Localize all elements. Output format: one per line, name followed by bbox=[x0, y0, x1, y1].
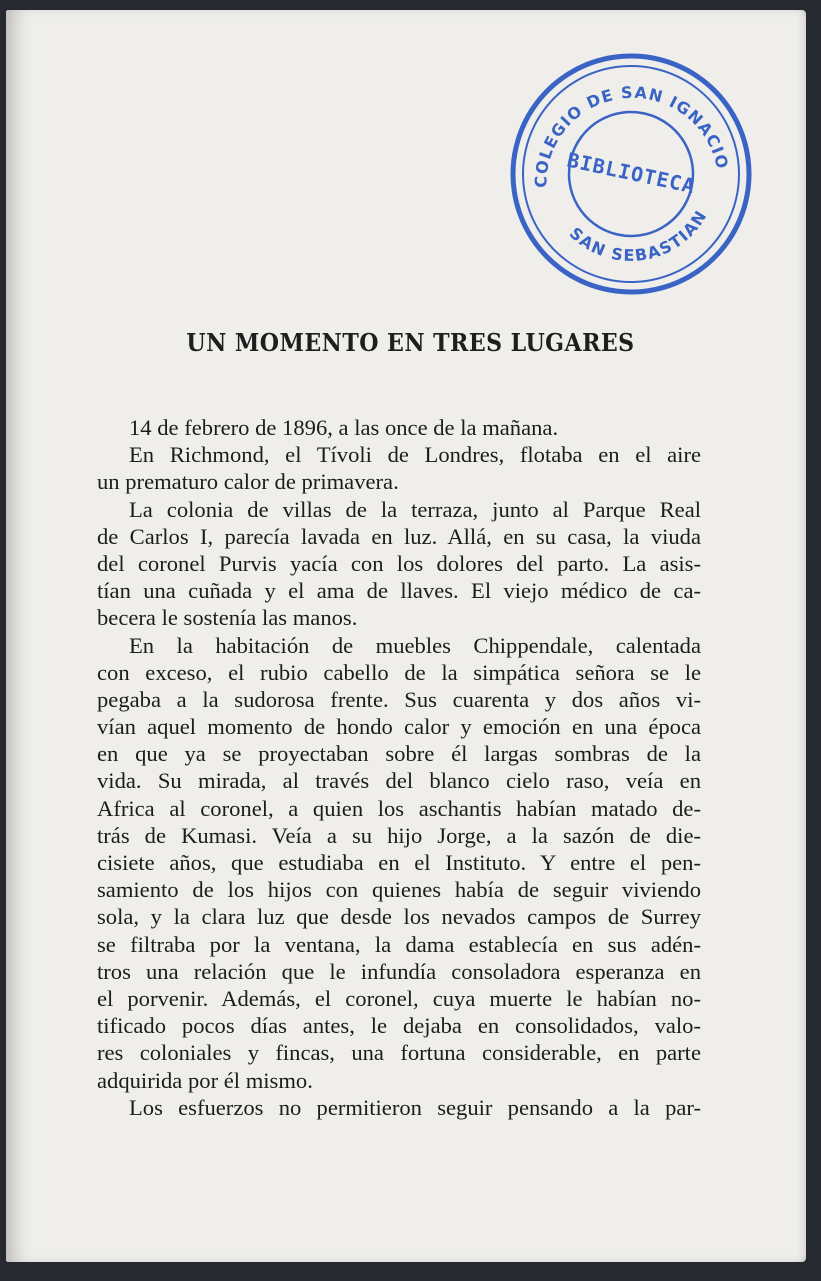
text-line: tían una cuñada y el ama de llaves. El viejo médico de ca- bbox=[97, 578, 701, 604]
text-line: con exceso, el rubio cabello de la simpática señora se le bbox=[97, 659, 701, 685]
text-line: Africa al coronel, a quien los aschantis habían matado de- bbox=[97, 795, 701, 821]
text-line: res coloniales y fincas, una fortuna considerable, en parte bbox=[97, 1040, 701, 1066]
library-stamp bbox=[509, 52, 753, 296]
stamp-outer-text: COLEGIO DE SAN IGNACIO bbox=[531, 82, 733, 188]
chapter-body bbox=[97, 414, 701, 1121]
text-line: adquirida por él mismo. bbox=[97, 1067, 313, 1093]
stamp-graphic bbox=[509, 52, 753, 296]
text-line: tificado pocos días antes, le dejaba en consolidados, valo- bbox=[97, 1013, 701, 1039]
text-line: La colonia de villas de la terraza, junto al Parque Real bbox=[129, 496, 701, 522]
text-line: vían aquel momento de hondo calor y emoción en una época bbox=[97, 714, 701, 740]
text-line: en que ya se proyectaban sobre él largas sombras de la bbox=[97, 741, 701, 767]
text-line: En la habitación de muebles Chippendale, calentada bbox=[129, 632, 701, 658]
text-line: becera le sostenía las manos. bbox=[97, 605, 358, 631]
text-line: pegaba a la sudorosa frente. Sus cuarenta y dos años vi- bbox=[97, 686, 701, 712]
text-line: 14 de febrero de 1896, a las once de la mañana. bbox=[129, 415, 559, 440]
chapter-title: UN MOMENTO EN TRES LUGARES bbox=[186, 328, 635, 357]
text-line: En Richmond, el Tívoli de Londres, flotaba en el aire bbox=[129, 442, 701, 468]
text-line: de Carlos I, parecía lavada en luz. Allá, en su casa, la viuda bbox=[97, 523, 701, 549]
text-line: sola, y la clara luz que desde los nevados campos de Surrey bbox=[97, 904, 701, 930]
text-line: samiento de los hijos con quienes había de seguir viviendo bbox=[97, 877, 701, 903]
text-line: trás de Kumasi. Veía a su hijo Jorge, a la sazón de die- bbox=[97, 822, 701, 848]
text-line: Los esfuerzos no permitieron seguir pensando a la par- bbox=[129, 1094, 701, 1120]
text-line: el porvenir. Además, el coronel, cuya muerte le habían no- bbox=[97, 985, 701, 1011]
text-line: se filtraba por la ventana, la dama establecía en sus adén- bbox=[97, 931, 701, 957]
text-line: del coronel Purvis yacía con los dolores del parto. La asis- bbox=[97, 550, 701, 576]
stamp-bottom-text: SAN SEBASTIAN bbox=[565, 206, 711, 265]
text-line: tros una relación que le infundía consoladora esperanza en bbox=[97, 958, 701, 984]
text-line: vida. Su mirada, al través del blanco cielo raso, veía en bbox=[97, 768, 701, 794]
stamp-inner-text: BIBLIOTECA bbox=[564, 147, 698, 199]
text-line: cisiete años, que estudiaba en el Instituto. Y entre el pen- bbox=[97, 850, 701, 875]
text-line: un prematuro calor de primavera. bbox=[97, 469, 399, 495]
